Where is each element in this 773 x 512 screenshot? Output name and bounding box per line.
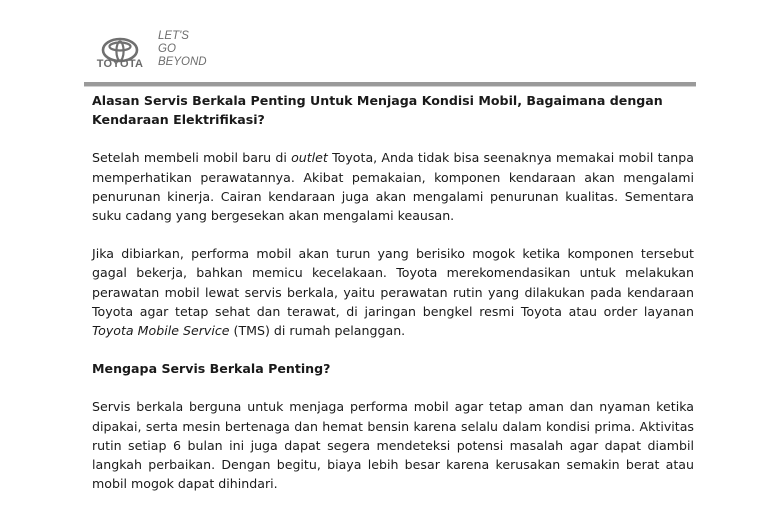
article-heading: Alasan Servis Berkala Penting Untuk Menjaga Kondisi Mobil, Bagaimana dengan Kendaraan Elektrifikasi? xyxy=(92,93,663,128)
paragraph-text: (TMS) di rumah pelanggan. xyxy=(229,323,406,339)
paragraph-text: Toyota, Anda tidak bisa seenaknya memakai mobil tanpa memperhatikan perawatannya. Akibat pemakaian, komponen kendaraan akan mengalami penurunan kinerja. Cairan kendaraan juga akan mengalami penurunan kualitas. Sementara suku cadang yang bergesekan akan mengalami keausan. xyxy=(92,150,694,224)
article-body xyxy=(92,91,694,512)
paragraph-italic-text: Toyota Mobile Service xyxy=(92,323,230,339)
section-heading: Mengapa Servis Berkala Penting? xyxy=(92,361,331,377)
paragraph-text: Jika dibiarkan, performa mobil akan turun yang berisiko mogok ketika komponen tersebut gagal bekerja, bahkan memicu kecelakaan. Toyota merekomendasikan untuk melakukan perawatan mobil lewat servis berkala, yaitu perawatan rutin yang dilakukan pada kendaraan Toyota agar tetap sehat dan terawat, di jaringan bengkel resmi Toyota atau order layanan xyxy=(92,246,694,319)
tagline-line: LET'S xyxy=(158,30,189,42)
brand-wordmark: TOYOTA xyxy=(96,58,144,70)
tagline-line: BEYOND xyxy=(158,56,207,68)
article-paragraph xyxy=(92,148,694,225)
article-paragraph xyxy=(92,244,694,340)
tagline-line: GO xyxy=(158,43,176,55)
brand-tagline xyxy=(158,30,207,69)
paragraph-italic-text: outlet xyxy=(291,150,328,166)
article-paragraph: Servis berkala berguna untuk menjaga performa mobil agar tetap aman dan nyaman ketika dipakai, serta mesin bertenaga dan hemat bensin karena selalu dalam kondisi prima. Aktivitas rutin setiap 6 bulan ini juga dapat segera mendeteksi potensi masalah agar dapat diambil langkah perbaikan. Dengan begitu, biaya lebih besar karena kerusakan semakin berat atau mobil mogok dapat dihindari. xyxy=(92,399,694,492)
header-divider xyxy=(84,82,696,87)
document-header xyxy=(92,28,292,76)
paragraph-text: Setelah membeli mobil baru di xyxy=(92,150,292,166)
